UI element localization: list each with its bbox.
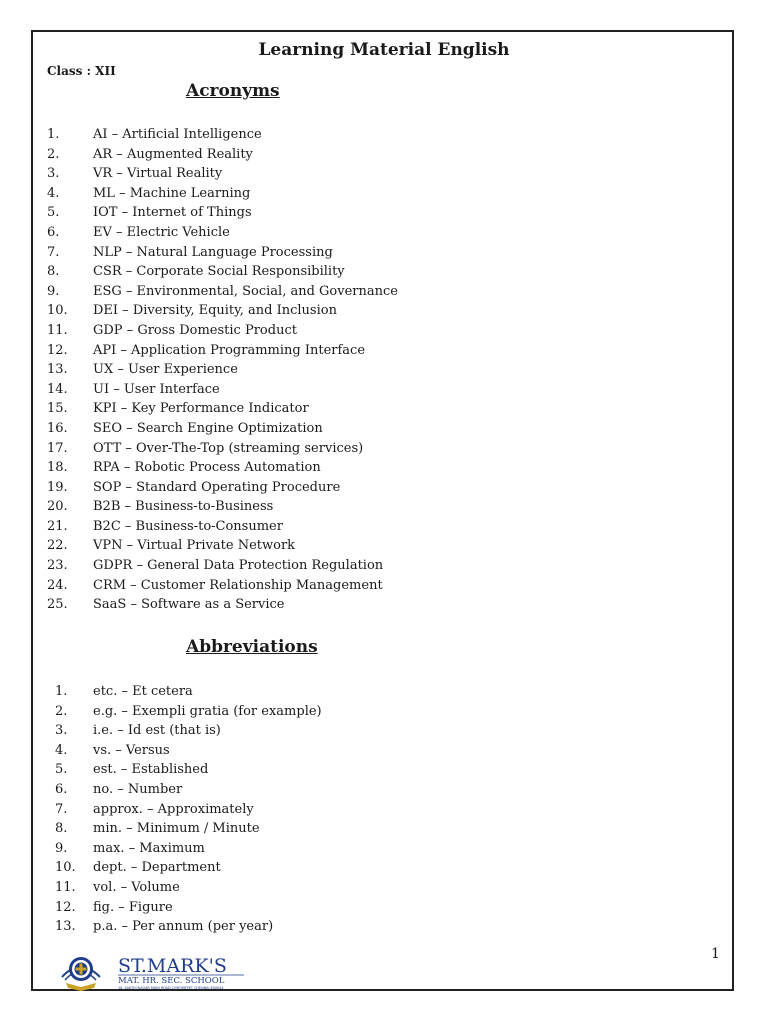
- list-item-number: 2.: [55, 703, 68, 719]
- list-item-text: etc. – Et cetera: [93, 684, 193, 699]
- list-item-number: 19.: [47, 479, 68, 495]
- list-item-number: 9.: [55, 840, 68, 856]
- list-item-text: dept. – Department: [93, 860, 221, 876]
- list-item-number: 16.: [47, 420, 68, 436]
- list-item-number: 12.: [55, 899, 76, 915]
- list-item-text: no. – Number: [93, 781, 183, 797]
- list-item-text: UX – User Experience: [93, 362, 238, 378]
- list-item-text: API – Application Programming Interface: [93, 342, 366, 358]
- abbreviations-heading: Abbreviations: [186, 637, 318, 657]
- list-item-number: 7.: [47, 244, 60, 260]
- list-item-number: 5.: [55, 762, 68, 778]
- list-item-text: EV – Electric Vehicle: [93, 224, 230, 240]
- list-item-number: 15.: [47, 401, 68, 417]
- school-name: ST.MARK'S: [118, 955, 227, 977]
- list-item-text: KPI – Key Performance Indicator: [93, 401, 309, 417]
- list-item-number: 5.: [47, 205, 60, 221]
- list-item-text: DEI – Diversity, Equity, and Inclusion: [93, 303, 337, 319]
- list-item-number: 17.: [47, 440, 68, 456]
- list-item-number: 6.: [47, 224, 60, 240]
- list-item-text: SaaS – Software as a Service: [93, 597, 285, 613]
- list-item-number: 23.: [47, 558, 68, 574]
- school-crest-icon: [62, 957, 100, 991]
- list-item-text: fig. – Figure: [93, 899, 173, 915]
- list-item-text: e.g. – Exempli gratia (for example): [93, 703, 322, 719]
- list-item-text: SOP – Standard Operating Procedure: [93, 479, 341, 495]
- list-item-number: 1.: [47, 127, 60, 142]
- list-item-text: B2B – Business-to-Business: [93, 499, 274, 515]
- list-item-number: 14.: [47, 381, 68, 397]
- list-item-text: AR – Augmented Reality: [93, 146, 253, 162]
- list-item-text: vol. – Volume: [93, 879, 180, 895]
- page-title: Learning Material English: [258, 40, 510, 60]
- list-item-text: SEO – Search Engine Optimization: [93, 420, 323, 436]
- list-item-number: 10.: [47, 303, 68, 319]
- list-item-text: RPA – Robotic Process Automation: [93, 460, 321, 476]
- list-item-number: 24.: [47, 577, 68, 593]
- list-item-number: 11.: [47, 322, 68, 338]
- list-item-text: max. – Maximum: [93, 840, 205, 856]
- list-item-text: NLP – Natural Language Processing: [93, 244, 333, 260]
- list-item-number: 1.: [55, 684, 68, 699]
- list-item-number: 8.: [47, 264, 60, 280]
- class-label: Class : XII: [47, 64, 116, 78]
- list-item-text: B2C – Business-to-Consumer: [93, 518, 283, 534]
- school-subtitle: MAT. HR. SEC. SCHOOL: [118, 976, 225, 986]
- list-item-text: VPN – Virtual Private Network: [93, 538, 296, 554]
- list-item-text: CRM – Customer Relationship Management: [93, 577, 383, 593]
- list-item-number: 21.: [47, 518, 68, 534]
- list-item-number: 9.: [47, 283, 60, 299]
- school-logo: [58, 947, 258, 991]
- page-number: 1: [711, 946, 720, 962]
- list-item-number: 10.: [55, 860, 76, 876]
- list-item-text: vs. – Versus: [93, 742, 170, 758]
- list-item-text: ML – Machine Learning: [93, 185, 251, 201]
- list-item-number: 4.: [47, 185, 60, 201]
- list-item-text: GDP – Gross Domestic Product: [93, 322, 297, 338]
- list-item-text: est. – Established: [93, 762, 209, 778]
- list-item-number: 6.: [55, 781, 68, 797]
- list-item-number: 11.: [55, 879, 76, 895]
- list-item-text: UI – User Interface: [93, 381, 220, 397]
- list-item-text: AI – Artificial Intelligence: [93, 127, 262, 142]
- list-item-text: CSR – Corporate Social Responsibility: [93, 264, 345, 280]
- list-item-number: 2.: [47, 146, 60, 162]
- acronyms-heading: Acronyms: [186, 81, 280, 101]
- list-item-number: 3.: [47, 166, 60, 182]
- list-item-number: 12.: [47, 342, 68, 358]
- list-item-text: OTT – Over-The-Top (streaming services): [93, 440, 364, 456]
- list-item-text: i.e. – Id est (that is): [93, 723, 221, 739]
- list-item-number: 8.: [55, 821, 68, 837]
- list-item-number: 3.: [55, 723, 68, 739]
- list-item-number: 25.: [47, 597, 68, 613]
- list-item-number: 22.: [47, 538, 68, 554]
- list-item-text: p.a. – Per annum (per year): [93, 919, 274, 935]
- list-item-number: 4.: [55, 742, 68, 758]
- list-item-text: approx. – Approximately: [93, 801, 254, 817]
- list-item-number: 13.: [55, 919, 76, 935]
- list-item-text: GDPR – General Data Protection Regulation: [93, 558, 384, 574]
- list-item-text: VR – Virtual Reality: [93, 166, 223, 182]
- school-address: 16, SAKTHI NAGAR MAIN ROAD CHROMEPET CHENNAI 600044: [118, 986, 224, 990]
- list-item-number: 13.: [47, 362, 68, 378]
- list-item-text: IOT – Internet of Things: [93, 205, 252, 221]
- list-item-text: min. – Minimum / Minute: [93, 821, 260, 837]
- list-item-text: ESG – Environmental, Social, and Governance: [93, 283, 398, 299]
- list-item-number: 7.: [55, 801, 68, 817]
- list-item-number: 18.: [47, 460, 68, 476]
- list-item-number: 20.: [47, 499, 68, 515]
